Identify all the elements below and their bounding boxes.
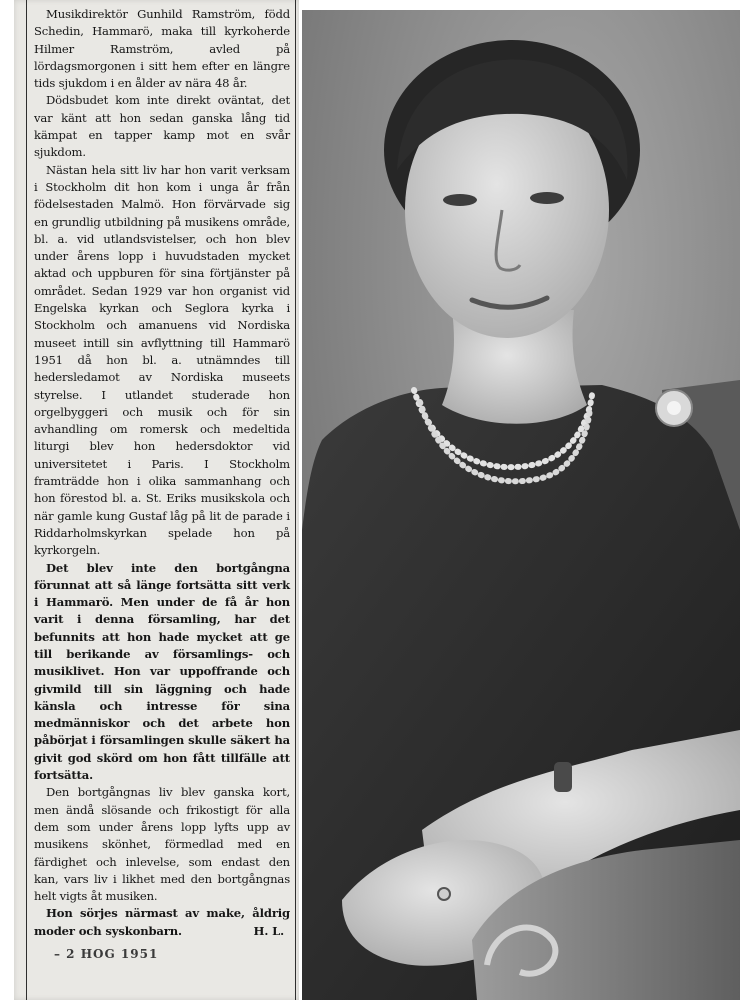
portrait-illustration [302,10,740,1000]
newspaper-clipping [14,0,299,1000]
article-paragraph-6: Hon sörjes närmast av make, åldrig moder och syskonbarn. [34,906,290,938]
ring [438,888,450,900]
left-eye [443,194,477,206]
wristwatch [554,762,572,792]
column-rule-left [26,0,27,1000]
article-paragraph-2: Dödsbudet kom inte direkt oväntat, det var känt att hon sedan ganska lång tid kämpat en tapper kamp mot en svår sjukdom. [34,93,290,160]
article-paragraph-5: Den bortgångnas liv blev ganska kort, men ändå slösande och frikostigt för alla dem som under årens lopp lyfts upp av musikens skönhet, förmedlad med en färdighet och inlevelse, som endast den kan, vars liv i likhet med den bortgångnas helt vigts åt musiken. [34,785,290,904]
article-paragraph-1: Musikdirektör Gunhild Ramström, född Schedin, Hammarö, maka till kyrkoherde Hilmer Ramström, avled på lördagsmorgonen i sitt hem efter en längre tids sjukdom i en ålder av nära 48 år. [34,7,290,91]
article-paragraph-4: Det blev inte den bortgångna förunnat att så länge fortsätta sitt verk i Hammarö. Men under de få år hon varit i denna församling, har det befunnits att hon hade mycket att ge till berikande av församlings- och musiklivet. Hon var uppoffrande och givmild till sin läggning och hade känsla och intresse för sina medmänniskor och det arbete hon påbörjat i församlingen skulle säkert ha givit god skörd om hon fått tillfälle att fortsätta. [34,560,290,783]
column-rule-right [295,0,296,1000]
portrait-photograph [302,10,740,1000]
brooch-center [667,401,681,415]
right-eye [530,192,564,204]
obituary-article [34,6,290,964]
clipping-date: – 2 HOG 1951 [54,947,159,962]
article-paragraph-3: Nästan hela sitt liv har hon varit verksam i Stockholm dit hon kom i unga år från födelsestaden Malmö. Hon förvärvade sig en grundlig utbildning på musikens område, bl. a. vid utlandsvistelser, och hon blev under årens lopp i huvudstaden mycket aktad och uppburen för sina förtjänster på området. Sedan 1929 var hon organist vid Engelska kyrkan och Seglora kyrka i Stockholm och amanuens vid Nordiska museet intill sin avflyttning till Hammarö 1951 då hon bl. a. utnämndes till hedersledamot av Nordiska museets styrelse. I utlandet studerade hon orgelbyggeri och musik och för sin avhandling om romersk och medeltida liturgi blev hon hedersdoktor vid universitetet i Paris. I Stockholm framträdde hon i olika sammanhang och hon förestod bl. a. St. Eriks musikskola och när gamle kung Gustaf låg på lit de parade i Riddarholmskyrkan spelade hon på kyrkorgeln. [34,162,290,558]
article-signature: H. L. [253,924,284,939]
